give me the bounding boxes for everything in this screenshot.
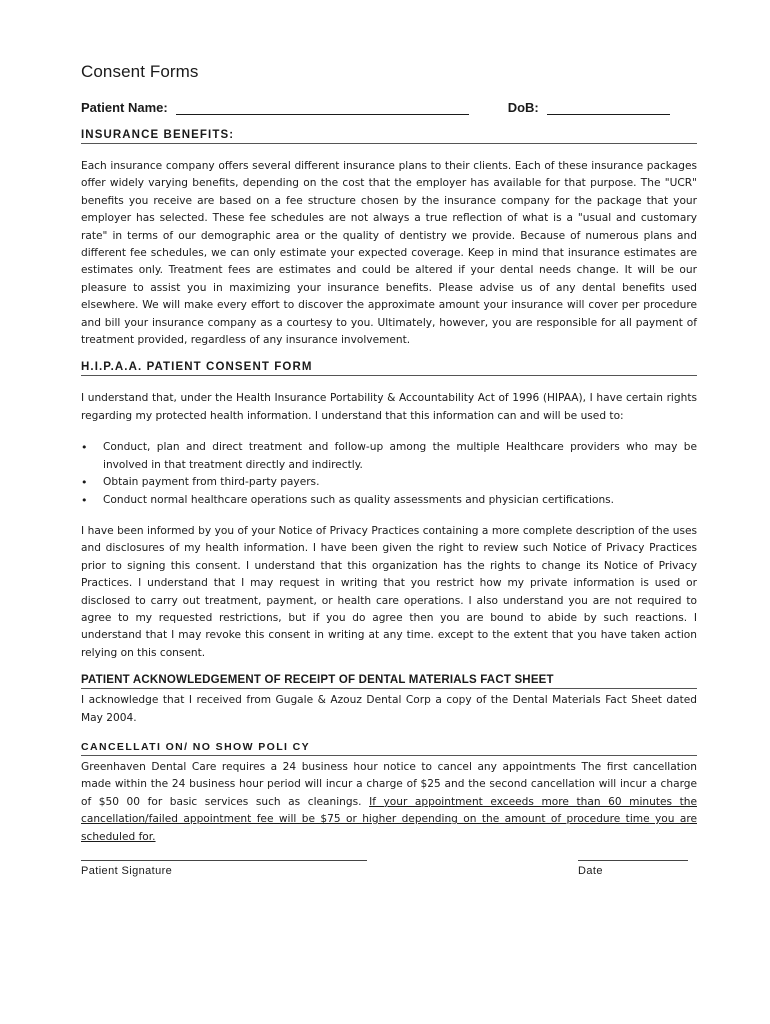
list-item <box>81 492 697 509</box>
list-item <box>81 474 697 491</box>
hipaa-body: I have been informed by you of your Notice of Privacy Practices containing a more complete description of the uses and disclosures of my health information. I have been given the right to review such Notice of Privacy Practices prior to signing this consent. I understand that this organization has the rights to change its Notice of Privacy Practices. I understand that I may request in writing that you restrict how my private information is used or disclosed to carry out treatment, payment, or health care operations. I also understand you are not required to agree to my requested restrictions, but if you do agree then you are bound to abide by such reactions. I understand that I may revoke this consent in writing at any time. except to the extent that you have taken action relying on this consent. <box>81 524 697 659</box>
insurance-heading: INSURANCE BENEFITS: <box>81 129 697 144</box>
bullet-icon: • <box>81 493 88 507</box>
patient-name-label: Patient Name: <box>81 100 168 115</box>
bullet-icon: • <box>81 476 88 490</box>
acknowledgement-heading: PATIENT ACKNOWLEDGEMENT OF RECEIPT OF DENTAL MATERIALS FACT SHEET <box>81 674 697 689</box>
acknowledgement-body: I acknowledge that I received from Gugale & Azouz Dental Corp a copy of the Dental Materials Fact Sheet dated May 2004. <box>81 694 697 724</box>
page-title: Consent Forms <box>81 62 199 81</box>
cancellation-body <box>81 759 697 846</box>
patient-name-field[interactable] <box>176 100 469 115</box>
patient-info-row <box>81 97 697 115</box>
date-label: Date <box>578 865 603 877</box>
bullet-icon: • <box>81 441 88 455</box>
list-item <box>81 439 697 474</box>
cancellation-body-text: Greenhaven Dental Care requires a 24 business hour notice to cancel any appointments The first cancellation made within the 24 business hour period will incur a charge of $25 and the second cancellation will incur a charge of $50 00 for basic services such as cleanings. <box>81 760 697 808</box>
cancellation-fee-notice: If your appointment exceeds more than 60 minutes the cancellation/failed appointment fee will be $75 or higher depending on the amount of procedure time you are scheduled for. <box>81 795 697 843</box>
date-block <box>578 854 688 877</box>
dob-label: DoB: <box>507 100 539 115</box>
list-item-text: Conduct normal healthcare operations such as quality assessments and physician certifications. <box>103 493 615 506</box>
hipaa-bullet-list <box>81 439 697 509</box>
patient-signature-field[interactable] <box>81 854 367 861</box>
hipaa-heading: H.I.P.A.A. PATIENT CONSENT FORM <box>81 361 697 376</box>
cancellation-heading: CANCELLATI ON/ NO SHOW POLI CY <box>81 741 697 756</box>
date-field[interactable] <box>578 854 688 861</box>
dob-field[interactable] <box>547 100 670 115</box>
signature-row <box>81 854 697 877</box>
list-item-text: Conduct, plan and direct treatment and follow-up among the multiple Healthcare providers who may be involved in that treatment directly and indirectly. <box>103 441 697 471</box>
patient-signature-block <box>81 854 367 877</box>
consent-form-page <box>81 62 697 877</box>
hipaa-intro: I understand that, under the Health Insurance Portability & Accountability Act of 1996 (HIPAA), I have certain rights regarding my protected health information. I understand that this information can and will be used to: <box>81 392 697 422</box>
patient-signature-label: Patient Signature <box>81 865 173 877</box>
list-item-text: Obtain payment from third-party payers. <box>103 476 320 489</box>
insurance-body: Each insurance company offers several different insurance plans to their clients. Each of these insurance packages offer widely varying benefits, depending on the cost that the employer has available for that purpose. The "UCR" benefits you receive are based on a fee structure chosen by the insurance company for the package that your employer has selected. These fee schedules are not always a true reflection of what is a "usual and customary rate" in terms of our demographic area or the quality of dentistry we provide. Because of numerous plans and different fee schedules, we can only estimate your expected coverage. Keep in mind that insurance estimates are estimates only. Treatment fees are estimates and could be altered if your dental needs change. It will be our pleasure to assist you in maximizing your insurance benefits. Please advise us of any dental benefits used elsewhere. We will make every effort to discover the approximate amount your insurance will cover per procedure and bill your insurance company as a courtesy to you. Ultimately, however, you are responsible for all payment of treatment provided, regardless of any insurance involvement. <box>81 160 697 347</box>
